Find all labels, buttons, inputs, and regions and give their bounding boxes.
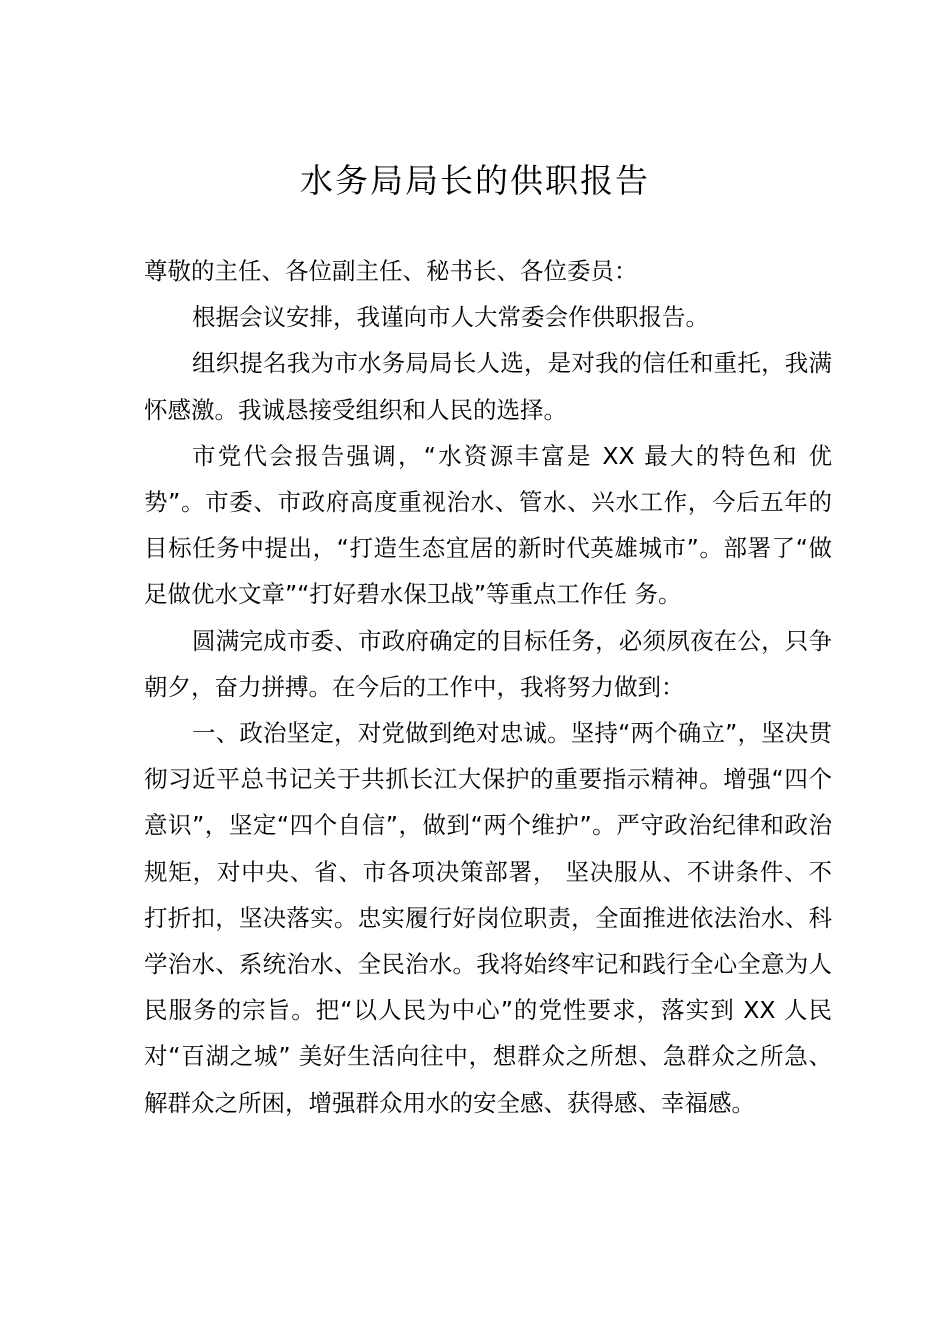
- salutation: 尊敬的主任、各位副主任、秘书长、各位委员：: [144, 257, 638, 285]
- paragraph-1: 根据会议安排，我谨向市人大常委会作供职报告。: [192, 303, 709, 332]
- paragraph-3: 市党代会报告强调，“水资源丰富是 XX 最大的特色和 优势”。市委、市政府高度重视治水、管水、兴水工作，今后五年的目标任务中提出，“打造生态宜居的新时代英雄城市”。部署了“做足做优水文章”“打好碧水保卫战”等重点工作任 务。: [144, 441, 832, 609]
- paragraph-4: 圆满完成市委、市政府确定的目标任务，必须夙夜在公，只争朝夕，奋力拼搏。在今后的工作中，我将努力做到：: [144, 626, 832, 701]
- document-body: [144, 248, 832, 1126]
- document-title: 水务局局长的供职报告: [300, 161, 650, 200]
- paragraph-5: 一、政治坚定，对党做到绝对忠诚。坚持“两个确立”，坚决贯彻习近平总书记关于共抓长江大保护的重要指示精神。增强“四个意识”，坚定“四个自信”，做到“两个维护”。严守政治纪律和政治规矩，对中央、省、市各项决策部署， 坚决服从、不讲条件、不打折扣，坚决落实。忠实履行好岗位职责，全面推进依法治水、科学治水、系统治水、全民治水。我将始终牢记和践行全心全意为人民服务的宗旨。把“以人民为中心”的党性要求，落实到 XX 人民对“百湖之城” 美好生活向往中，想群众之所想、急群众之所急、解群众之所困，增强群众用水的安全感、获得感、幸福感。: [144, 719, 832, 1117]
- paragraph-2: 组织提名我为市水务局局长人选，是对我的信任和重托，我满怀感激。我诚恳接受组织和人民的选择。: [144, 349, 832, 424]
